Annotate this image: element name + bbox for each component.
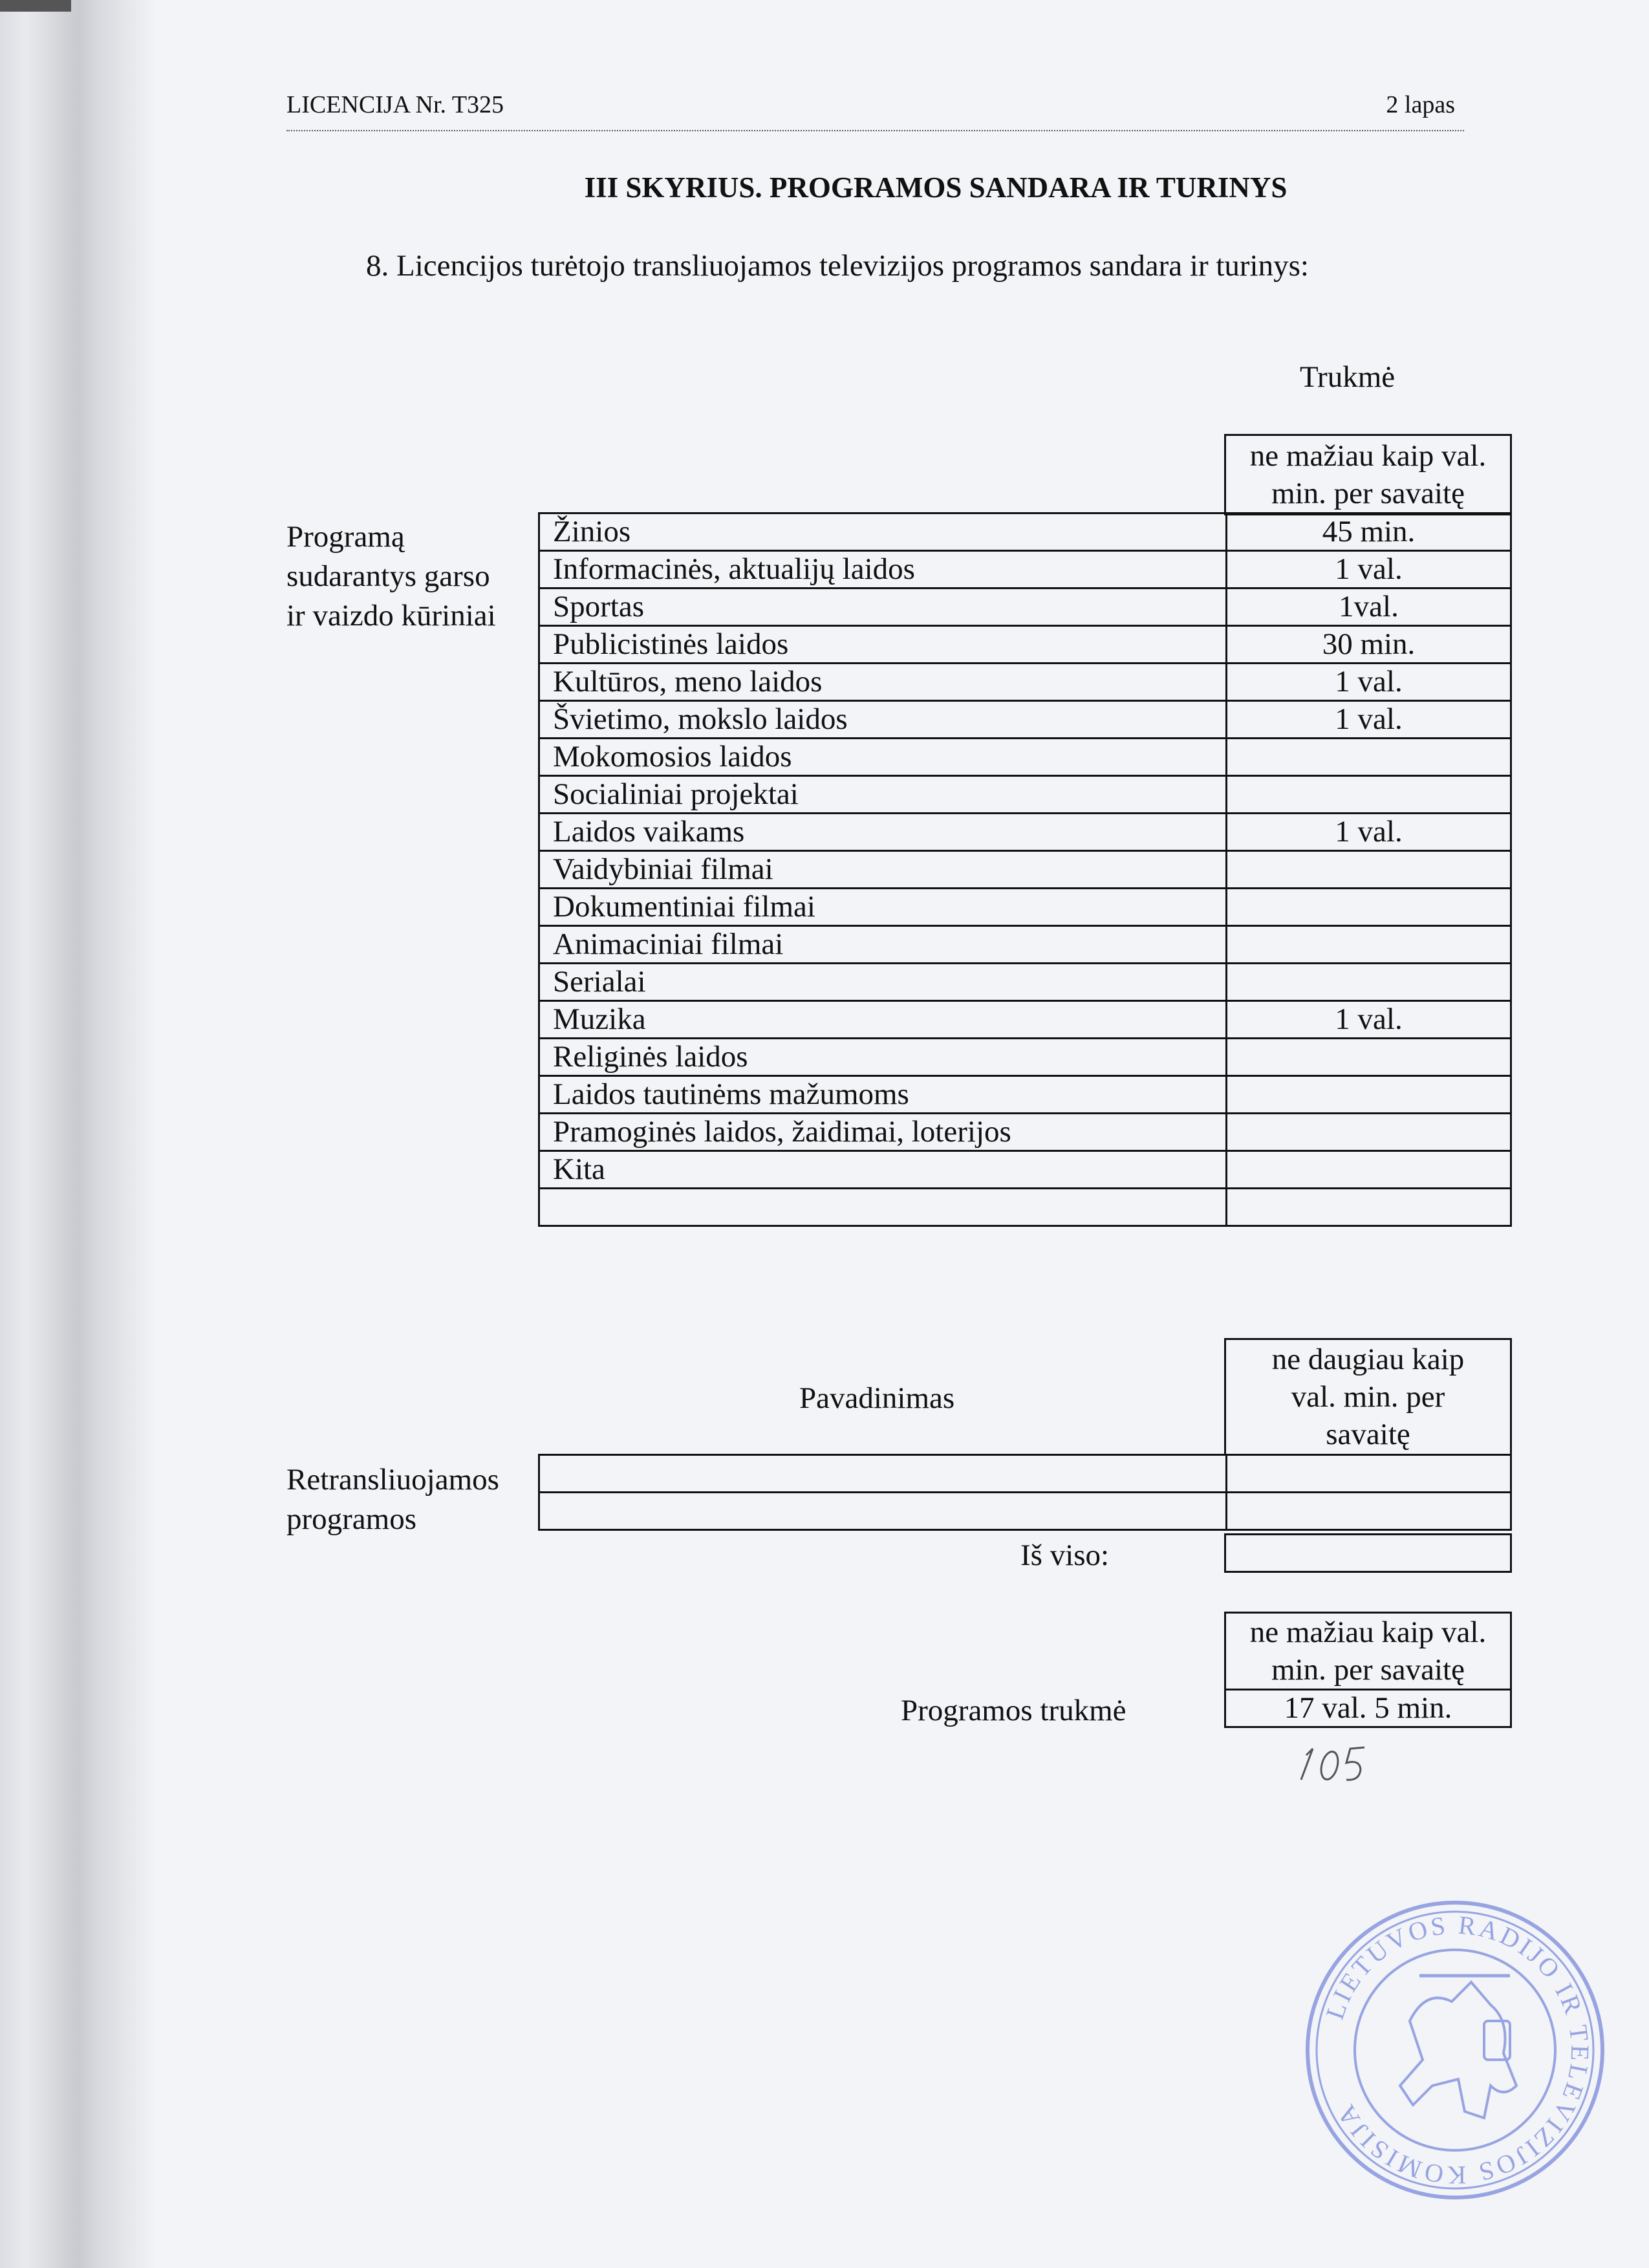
program-type: Socialiniai projektai: [539, 776, 1227, 814]
total-cell: [1225, 1535, 1511, 1572]
min-duration: [1227, 889, 1511, 926]
duration-label: Programos trukmė: [901, 1694, 1126, 1727]
min-duration: [1227, 776, 1511, 814]
label-line: ir vaizdo kūriniai: [286, 599, 496, 632]
column-header: ne daugiau kaip val. min. per savaitę: [1225, 1339, 1511, 1455]
table-row: [539, 1189, 1511, 1226]
svg-text:LIETUVOS RADIJO IR TELEVIZIJOS: LIETUVOS RADIJO IR TELEVIZIJOS KOMISIJA: [1320, 1910, 1595, 2190]
name-header: Pavadinimas: [799, 1381, 955, 1415]
total-label: Iš viso:: [1020, 1539, 1110, 1572]
header-divider: [286, 130, 1464, 131]
program-type: Mokomosios laidos: [539, 739, 1227, 776]
duration-label: Trukmė: [1300, 360, 1396, 394]
retrans-row-label: [286, 1460, 499, 1539]
min-duration: 1 val.: [1227, 701, 1511, 739]
content-header-table: [1224, 434, 1512, 515]
retrans-table: [538, 1454, 1512, 1531]
program-type: Publicistinės laidos: [539, 626, 1227, 664]
page-number: 2 lapas: [1386, 91, 1455, 118]
min-duration: [1227, 1189, 1511, 1226]
min-duration: [1227, 1151, 1511, 1189]
min-duration: 45 min.: [1227, 513, 1511, 551]
duration-table: [1224, 1612, 1512, 1728]
program-type: Laidos tautinėms mažumoms: [539, 1076, 1227, 1114]
content-table: [538, 512, 1512, 1227]
page-binding-shadow: [0, 0, 155, 2268]
program-type: Serialai: [539, 964, 1227, 1001]
program-type: Pramoginės laidos, žaidimai, loterijos: [539, 1114, 1227, 1151]
program-type: Religinės laidos: [539, 1039, 1227, 1076]
min-duration: [1227, 926, 1511, 964]
cell: [539, 1493, 1227, 1530]
program-type: Laidos vaikams: [539, 814, 1227, 851]
table-row: [539, 1455, 1511, 1493]
min-duration: 1 val.: [1227, 1001, 1511, 1039]
cell: [1227, 1455, 1511, 1493]
duration-value: 17 val. 5 min.: [1225, 1690, 1511, 1727]
content-row-label: [286, 517, 496, 636]
table-row: [539, 589, 1511, 626]
min-duration: [1227, 1039, 1511, 1076]
handwritten-number: [1287, 1740, 1377, 1785]
cell: [1227, 1493, 1511, 1530]
min-duration: 1 val.: [1227, 551, 1511, 589]
min-duration: 1 val.: [1227, 664, 1511, 701]
official-stamp: [1297, 1892, 1613, 2209]
program-type: Dokumentiniai filmai: [539, 889, 1227, 926]
table-row: [539, 926, 1511, 964]
program-type: Muzika: [539, 1001, 1227, 1039]
program-type: Sportas: [539, 589, 1227, 626]
table-row: [539, 851, 1511, 889]
label-line: Programą: [286, 520, 405, 554]
table-row: [539, 889, 1511, 926]
table-row: [539, 964, 1511, 1001]
table-row: [539, 1001, 1511, 1039]
min-duration: 1val.: [1227, 589, 1511, 626]
min-duration: [1227, 739, 1511, 776]
table-row: [539, 551, 1511, 589]
program-type: Vaidybiniai filmai: [539, 851, 1227, 889]
label-line: Retransliuojamos: [286, 1463, 499, 1496]
min-duration: [1227, 851, 1511, 889]
table-row: [539, 814, 1511, 851]
table-row: [539, 776, 1511, 814]
paragraph: 8. Licencijos turėtojo transliuojamos televizijos programos sandara ir turinys:: [366, 249, 1309, 283]
table-row: [539, 513, 1511, 551]
total-table: [1224, 1533, 1512, 1573]
table-row: [539, 739, 1511, 776]
program-type: Kultūros, meno laidos: [539, 664, 1227, 701]
label-line: programos: [286, 1502, 417, 1536]
section-title: III SKYRIUS. PROGRAMOS SANDARA IR TURINYS: [584, 171, 1288, 204]
program-type: Animaciniai filmai: [539, 926, 1227, 964]
table-row: [539, 701, 1511, 739]
table-row: [539, 626, 1511, 664]
table-row: [539, 1039, 1511, 1076]
column-header: ne mažiau kaip val. min. per savaitę: [1225, 1613, 1511, 1690]
min-duration: [1227, 1114, 1511, 1151]
license-number: LICENCIJA Nr. T325: [286, 91, 504, 118]
table-row: [539, 1076, 1511, 1114]
label-line: sudarantys garso: [286, 559, 490, 593]
program-type: Žinios: [539, 513, 1227, 551]
table-row: [539, 1151, 1511, 1189]
min-duration: [1227, 964, 1511, 1001]
table-row: [539, 1114, 1511, 1151]
cell: [539, 1455, 1227, 1493]
program-type: Informacinės, aktualijų laidos: [539, 551, 1227, 589]
min-duration: 30 min.: [1227, 626, 1511, 664]
min-duration: 1 val.: [1227, 814, 1511, 851]
retrans-header-table: [1224, 1338, 1512, 1456]
program-type: Kita: [539, 1151, 1227, 1189]
scan-edge: [0, 0, 71, 12]
program-type: [539, 1189, 1227, 1226]
column-header: ne mažiau kaip val. min. per savaitę: [1225, 435, 1511, 515]
program-type: Švietimo, mokslo laidos: [539, 701, 1227, 739]
min-duration: [1227, 1076, 1511, 1114]
table-row: [539, 1493, 1511, 1530]
table-row: [539, 664, 1511, 701]
